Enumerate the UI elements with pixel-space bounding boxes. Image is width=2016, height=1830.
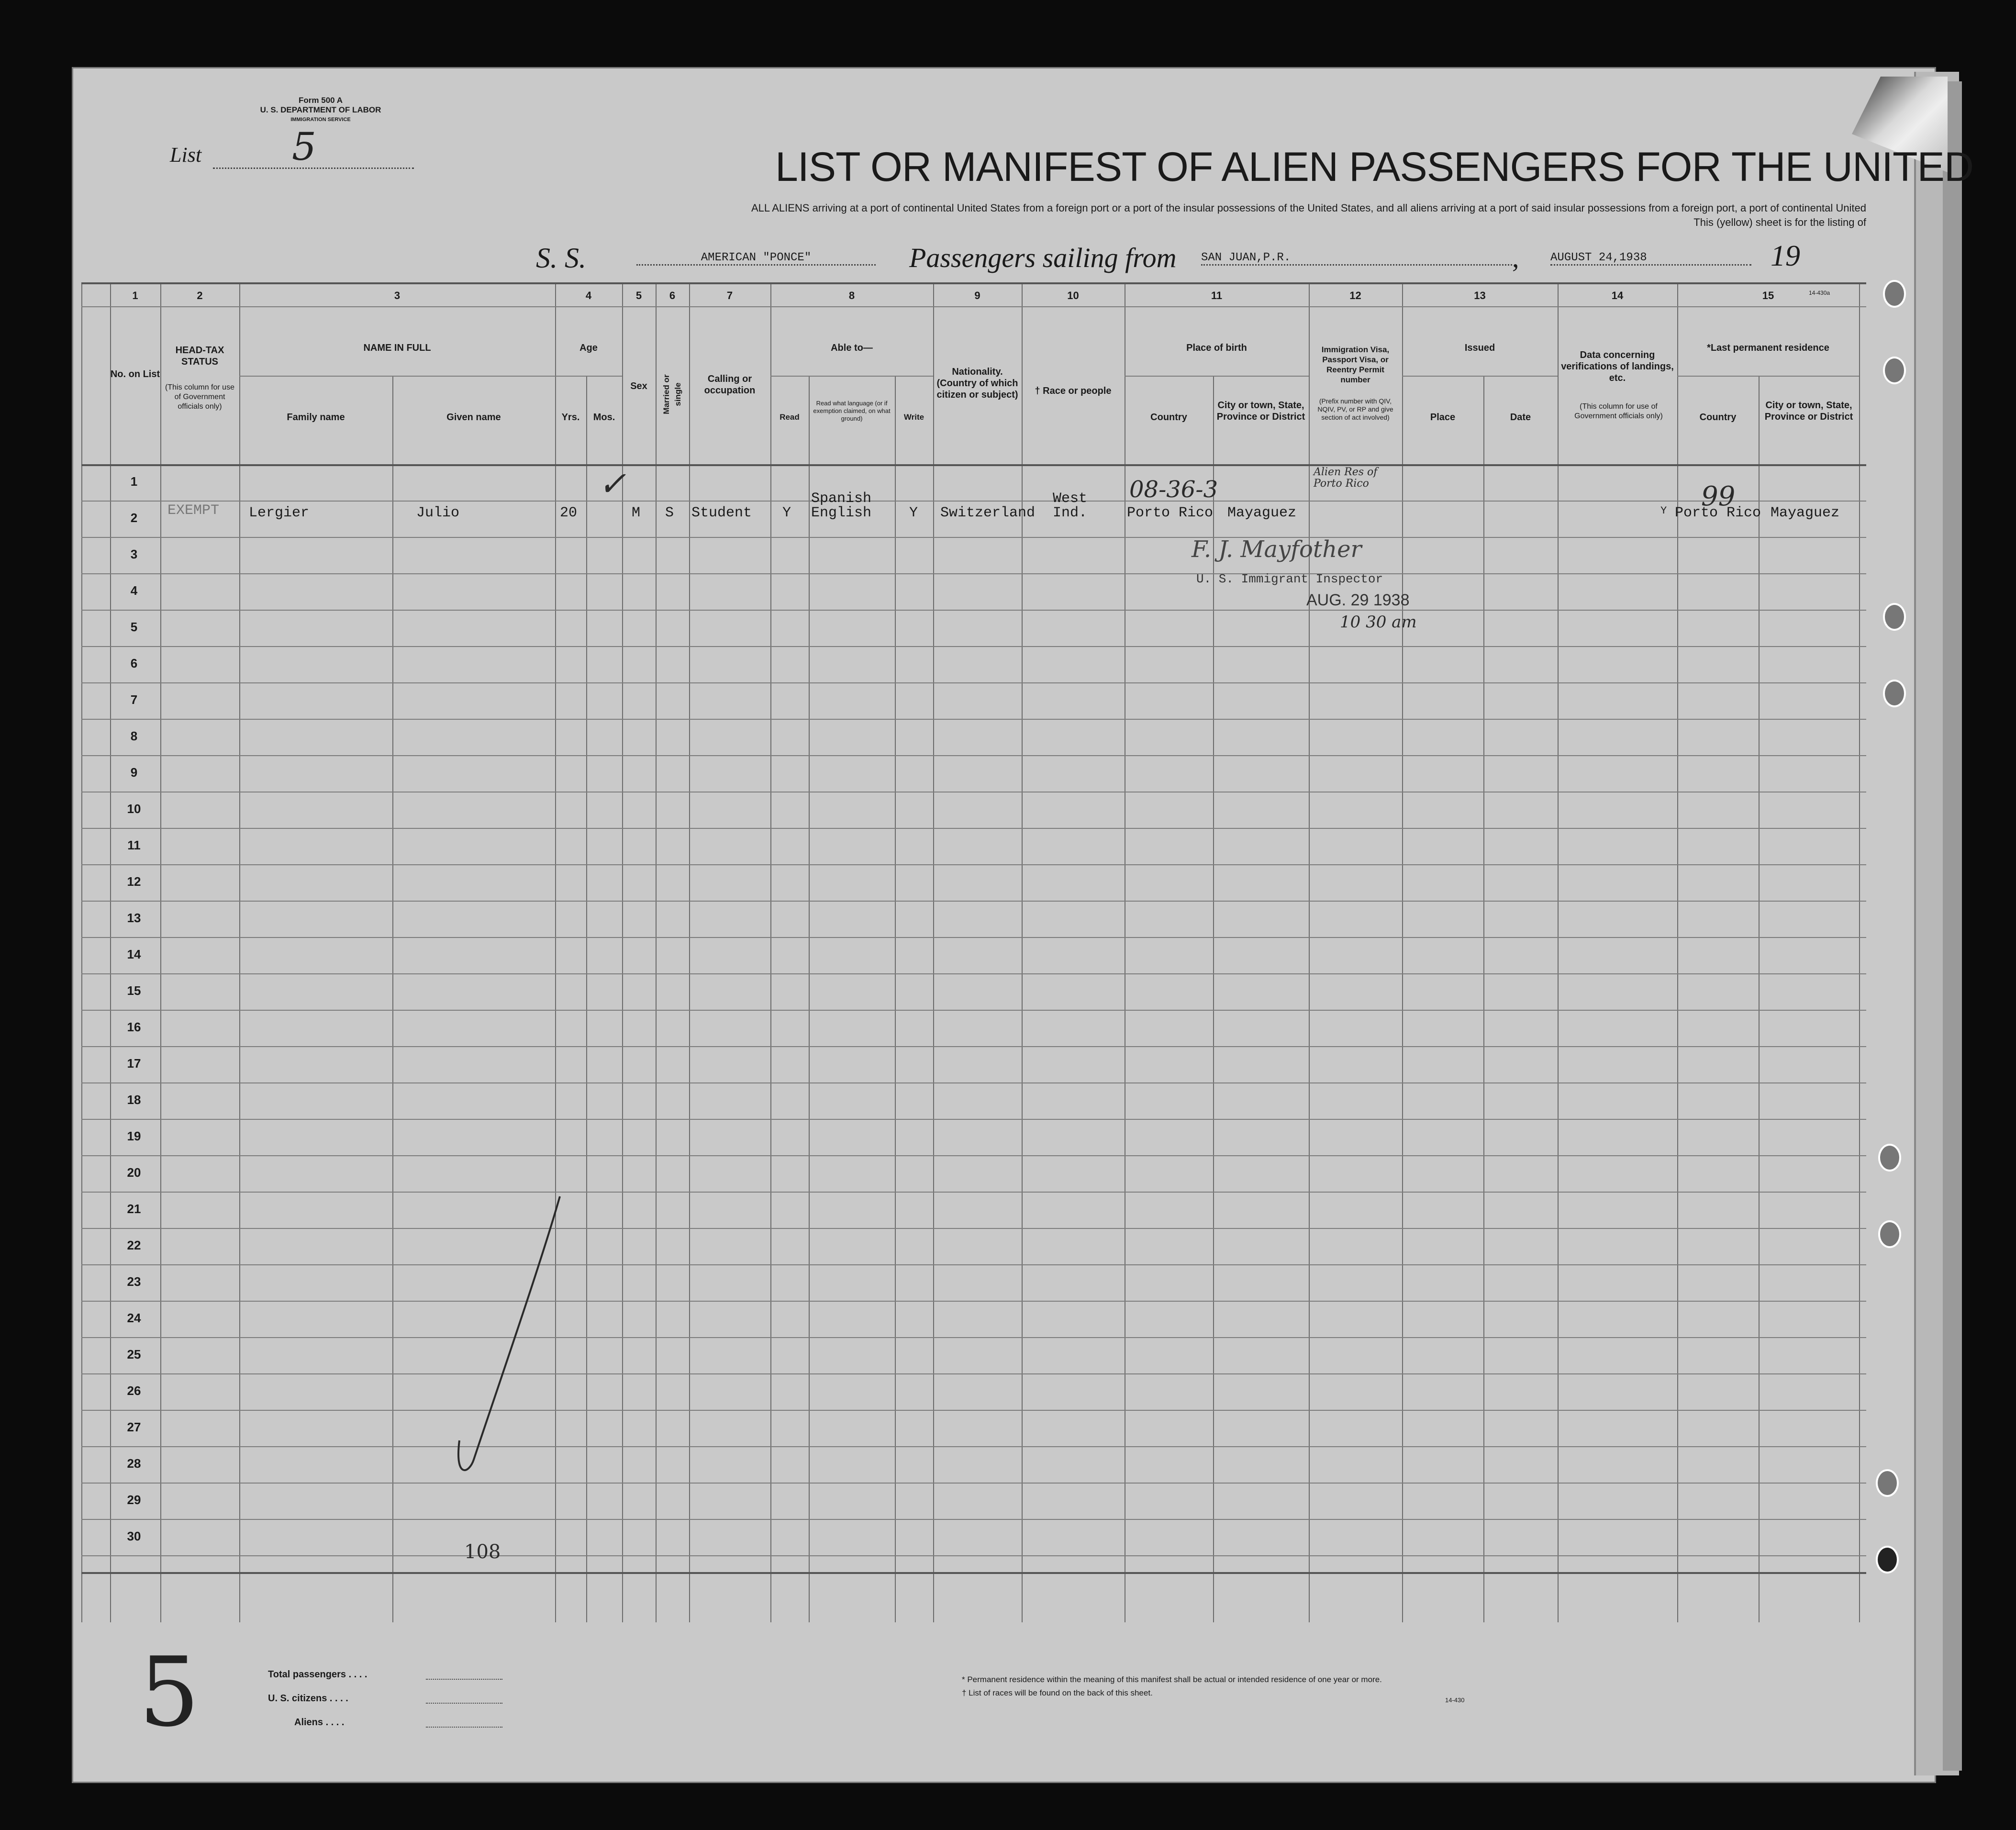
birth-city: Mayaguez — [1227, 505, 1297, 521]
punch-hole — [1878, 1220, 1901, 1248]
punch-hole — [1883, 603, 1906, 631]
col-divider — [1402, 282, 1403, 1622]
inspection-date-stamp: AUG. 29 1938 — [1306, 591, 1410, 609]
col-divider — [933, 282, 934, 1622]
row-line — [81, 1410, 1866, 1411]
subtitle-line-1: ALL ALIENS arriving at a port of continental United States from a foreign port or a port of the insular possessions of the United States, and all aliens arriving at a port of said insular possessions from a foreign port, a port of continental United — [751, 202, 1866, 214]
birth-handwritten-note: 08-36-3 — [1129, 476, 1218, 503]
header-last-residence: *Last permanent residence — [1707, 343, 1829, 353]
header-residence-city: City or town, State, Province or District — [1764, 400, 1853, 422]
column-number: 4 — [585, 290, 592, 301]
inspector-signature: F. J. Mayfother — [1192, 536, 1362, 563]
row-line — [81, 719, 1866, 720]
row-number: 17 — [127, 1056, 141, 1071]
punch-hole — [1883, 680, 1906, 707]
age-years: 20 — [560, 505, 578, 521]
header-age-mos: Mos. — [593, 412, 615, 423]
check-mark: ✓ — [598, 464, 626, 503]
row-number: 18 — [127, 1093, 141, 1107]
row-line — [81, 901, 1866, 902]
header-race: † Race or people — [1035, 386, 1112, 396]
form-code: 14-430a — [1809, 290, 1830, 296]
row-number: 21 — [127, 1202, 141, 1216]
row-line — [81, 1337, 1866, 1338]
row-number: 15 — [127, 983, 141, 998]
row-number: 13 — [127, 911, 141, 925]
header-place-of-birth: Place of birth — [1186, 343, 1247, 353]
footer-citizens-line — [426, 1703, 502, 1704]
row-line — [81, 864, 1866, 865]
row-line — [81, 1446, 1866, 1447]
col-divider — [1483, 376, 1484, 1622]
col-divider — [895, 376, 896, 1622]
row-number: 24 — [127, 1311, 141, 1325]
column-number: 11 — [1211, 290, 1223, 301]
col-divider — [1759, 376, 1760, 1622]
footer-us-citizens: U. S. citizens . . . . — [268, 1693, 348, 1704]
row-line — [81, 610, 1866, 611]
ship-name: AMERICAN "PONCE" — [636, 251, 876, 266]
row-line — [81, 937, 1866, 938]
read-language-1: Spanish — [811, 491, 872, 507]
can-read: Y — [782, 505, 791, 521]
header-head-tax: HEAD-TAX STATUS — [175, 345, 224, 367]
department-name: U. S. DEPARTMENT OF LABOR — [260, 105, 381, 114]
residence-city: Mayaguez — [1771, 505, 1840, 521]
col-divider — [1309, 282, 1310, 1622]
header-age: Age — [579, 343, 598, 353]
form-identifier — [196, 96, 445, 124]
row-line — [81, 1483, 1866, 1484]
col-divider — [1677, 282, 1678, 1622]
residence-country: Porto Rico — [1675, 505, 1761, 521]
row-number: 1 — [130, 474, 138, 489]
table-top-border — [81, 282, 1866, 284]
row-line — [81, 1264, 1866, 1265]
row-number: 7 — [130, 692, 138, 707]
col-divider — [1022, 282, 1023, 1622]
header-landing-data: Data concerning verifications of landings, etc. — [1561, 350, 1674, 383]
sex: M — [632, 505, 641, 521]
footer-aliens-line — [426, 1727, 502, 1728]
row-number: 19 — [127, 1129, 141, 1143]
colnum-divider — [81, 306, 1866, 307]
column-number: 15 — [1762, 290, 1774, 301]
header-able-to: Able to— — [831, 343, 873, 353]
header-residence-country: Country — [1699, 412, 1737, 423]
header-landing-note: (This column for use of Government officials only) — [1574, 402, 1663, 420]
nationality: Switzerland — [940, 505, 1036, 521]
pencil-stroke — [445, 1192, 569, 1488]
race-line-1: West — [1053, 491, 1088, 507]
list-label: List — [170, 143, 202, 167]
list-number: 5 — [292, 124, 316, 169]
row-number: 9 — [130, 765, 138, 780]
col-divider — [239, 282, 240, 1622]
col-divider — [160, 282, 161, 1622]
sailing-label: Passengers sailing from — [909, 242, 1177, 273]
read-language-2: English — [811, 505, 872, 521]
year-prefix: 19 — [1771, 240, 1800, 272]
residence-handwritten-note: 99 — [1701, 481, 1736, 512]
form-number: Form 500 A — [299, 96, 343, 105]
punch-hole — [1883, 280, 1906, 308]
header-name-in-full: NAME IN FULL — [363, 343, 431, 353]
header-bottom-border — [81, 464, 1866, 466]
header-nationality: Nationality. (Country of which citizen or subject) — [936, 367, 1018, 400]
row-number: 20 — [127, 1165, 141, 1180]
row-line — [81, 1119, 1866, 1120]
footer-total-line — [426, 1679, 502, 1680]
row-line — [81, 646, 1866, 647]
row-line — [81, 828, 1866, 829]
column-number: 12 — [1349, 290, 1361, 301]
col-divider — [809, 376, 810, 1622]
footer-aliens: Aliens . . . . — [294, 1717, 345, 1728]
column-number: 13 — [1474, 290, 1486, 301]
row-number: 26 — [127, 1384, 141, 1398]
subheader-line — [770, 376, 933, 377]
col-divider — [110, 282, 111, 1622]
row-number: 6 — [130, 656, 138, 670]
visa-handwritten-note: Alien Res of Porto Rico — [1314, 466, 1378, 490]
row-number: 10 — [127, 802, 141, 816]
row-line — [81, 682, 1866, 683]
manifest-title: LIST OR MANIFEST OF ALIEN PASSENGERS FOR THE UNITED — [775, 144, 1974, 190]
row-number: 5 — [130, 620, 138, 634]
inspector-title: U. S. Immigrant Inspector — [1196, 572, 1383, 586]
subheader-line — [1125, 376, 1309, 377]
row-number: 27 — [127, 1420, 141, 1434]
row-number: 8 — [130, 729, 138, 743]
birth-country: Porto Rico — [1127, 505, 1214, 521]
can-write: Y — [909, 505, 918, 521]
row-number: 29 — [127, 1493, 141, 1507]
header-visa-note: (Prefix number with QIV, NQIV, PV, or RP and give section of act involved) — [1317, 397, 1393, 421]
row-number: 11 — [127, 838, 141, 852]
manifest-table — [81, 282, 1866, 1622]
column-number: 10 — [1067, 290, 1079, 301]
row-number: 3 — [130, 547, 138, 561]
header-family-name: Family name — [287, 412, 345, 423]
row-line — [81, 1519, 1866, 1520]
col-divider — [689, 282, 690, 1622]
header-visa: Immigration Visa, Passport Visa, or Reentry Permit number — [1321, 345, 1390, 384]
row-line — [81, 573, 1866, 574]
family-name: Lergier — [249, 505, 310, 521]
row-number: 4 — [130, 583, 138, 598]
row-line — [81, 755, 1866, 756]
sailing-date: AUGUST 24,1938 — [1550, 251, 1751, 266]
row-number: 23 — [127, 1274, 141, 1289]
race-line-2: Ind. — [1053, 505, 1088, 521]
comma: , — [1512, 242, 1519, 273]
row-line — [81, 501, 1866, 502]
table-bottom-border — [81, 1572, 1866, 1574]
row-line — [81, 1555, 1866, 1556]
column-number: 14 — [1611, 290, 1624, 301]
row-line — [81, 1301, 1866, 1302]
header-issued: Issued — [1464, 343, 1495, 353]
row-line — [81, 973, 1866, 974]
header-issued-place: Place — [1430, 412, 1456, 423]
header-read-language: Read what language (or if exemption claimed, on what ground) — [813, 400, 891, 422]
row-number: 25 — [127, 1347, 141, 1361]
col-divider — [1558, 282, 1559, 1622]
column-number: 5 — [635, 290, 642, 301]
row-line — [81, 1155, 1866, 1156]
occupation: Student — [691, 505, 752, 521]
row-line — [81, 1192, 1866, 1193]
header-no-on-list: No. on List — [110, 369, 160, 379]
header-issued-date: Date — [1510, 412, 1531, 423]
column-number: 7 — [726, 290, 733, 301]
manifest-subtitle — [431, 201, 1866, 230]
column-number: 1 — [132, 290, 138, 301]
header-birth-country: Country — [1150, 412, 1187, 423]
bottom-handwritten-number: 108 — [464, 1541, 501, 1563]
service-name: IMMIGRATION SERVICE — [290, 117, 351, 123]
header-sex: Sex — [630, 381, 647, 391]
row-number: 16 — [127, 1020, 141, 1034]
col-divider — [392, 376, 393, 1622]
inspection-time-note: 10 30 am — [1340, 613, 1417, 632]
footer-form-code: 14-430 — [1445, 1696, 1465, 1704]
column-number: 9 — [974, 290, 980, 301]
punch-hole — [1876, 1469, 1899, 1497]
column-number: 6 — [669, 290, 676, 301]
row-line — [81, 537, 1866, 538]
row-number: 22 — [127, 1238, 141, 1252]
col-divider — [656, 282, 657, 1622]
residence-mark: Y — [1660, 505, 1667, 517]
header-calling: Calling or occupation — [704, 374, 756, 396]
row-number: 12 — [127, 874, 141, 889]
subheader-line — [239, 376, 555, 377]
row-line — [81, 1010, 1866, 1011]
footer-note-residence: * Permanent residence within the meaning of this manifest shall be actual or intended residence of one year or more. — [962, 1675, 1382, 1684]
footer-handwritten-number: 5 — [139, 1637, 200, 1748]
row-number: 14 — [127, 947, 141, 961]
header-read: Read — [780, 413, 800, 422]
row-line — [81, 1228, 1866, 1229]
subheader-line — [1677, 376, 1859, 377]
column-number: 8 — [848, 290, 855, 301]
row-line — [81, 1082, 1866, 1083]
subheader-line — [555, 376, 622, 377]
page-edge-shadow — [1943, 81, 1962, 1771]
col-divider — [81, 282, 82, 1622]
row-number: 2 — [130, 511, 138, 525]
header-given-name: Given name — [446, 412, 501, 423]
head-tax-status: EXEMPT — [167, 502, 220, 519]
subheader-line — [1402, 376, 1558, 377]
column-number: 2 — [197, 290, 203, 301]
given-name: Julio — [416, 505, 460, 521]
sailing-port: SAN JUAN,P.R. — [1201, 251, 1512, 266]
punch-hole — [1883, 357, 1906, 384]
col-divider — [1859, 282, 1860, 1622]
row-number: 30 — [127, 1529, 141, 1543]
header-birth-city: City or town, State, Province or District — [1216, 400, 1305, 422]
row-line — [81, 1046, 1866, 1047]
footer-note-races: † List of races will be found on the back of this sheet. — [962, 1688, 1153, 1697]
punch-hole — [1878, 1144, 1901, 1172]
row-line — [81, 1373, 1866, 1374]
col-divider — [586, 376, 587, 1622]
header-married: Married or single — [662, 374, 682, 414]
married-status: S — [665, 505, 674, 521]
header-age-yrs: Yrs. — [561, 412, 580, 423]
row-number: 28 — [127, 1456, 141, 1471]
col-divider — [770, 282, 771, 1622]
footer-total-passengers: Total passengers . . . . — [268, 1669, 368, 1680]
subtitle-line-2: This (yellow) sheet is for the listing of — [1693, 216, 1866, 228]
header-write: Write — [903, 413, 924, 422]
punch-hole — [1876, 1546, 1899, 1573]
header-head-tax-note: (This column for use of Government officials only) — [165, 383, 234, 411]
ss-label: S. S. — [536, 242, 586, 274]
column-number: 3 — [394, 290, 401, 301]
